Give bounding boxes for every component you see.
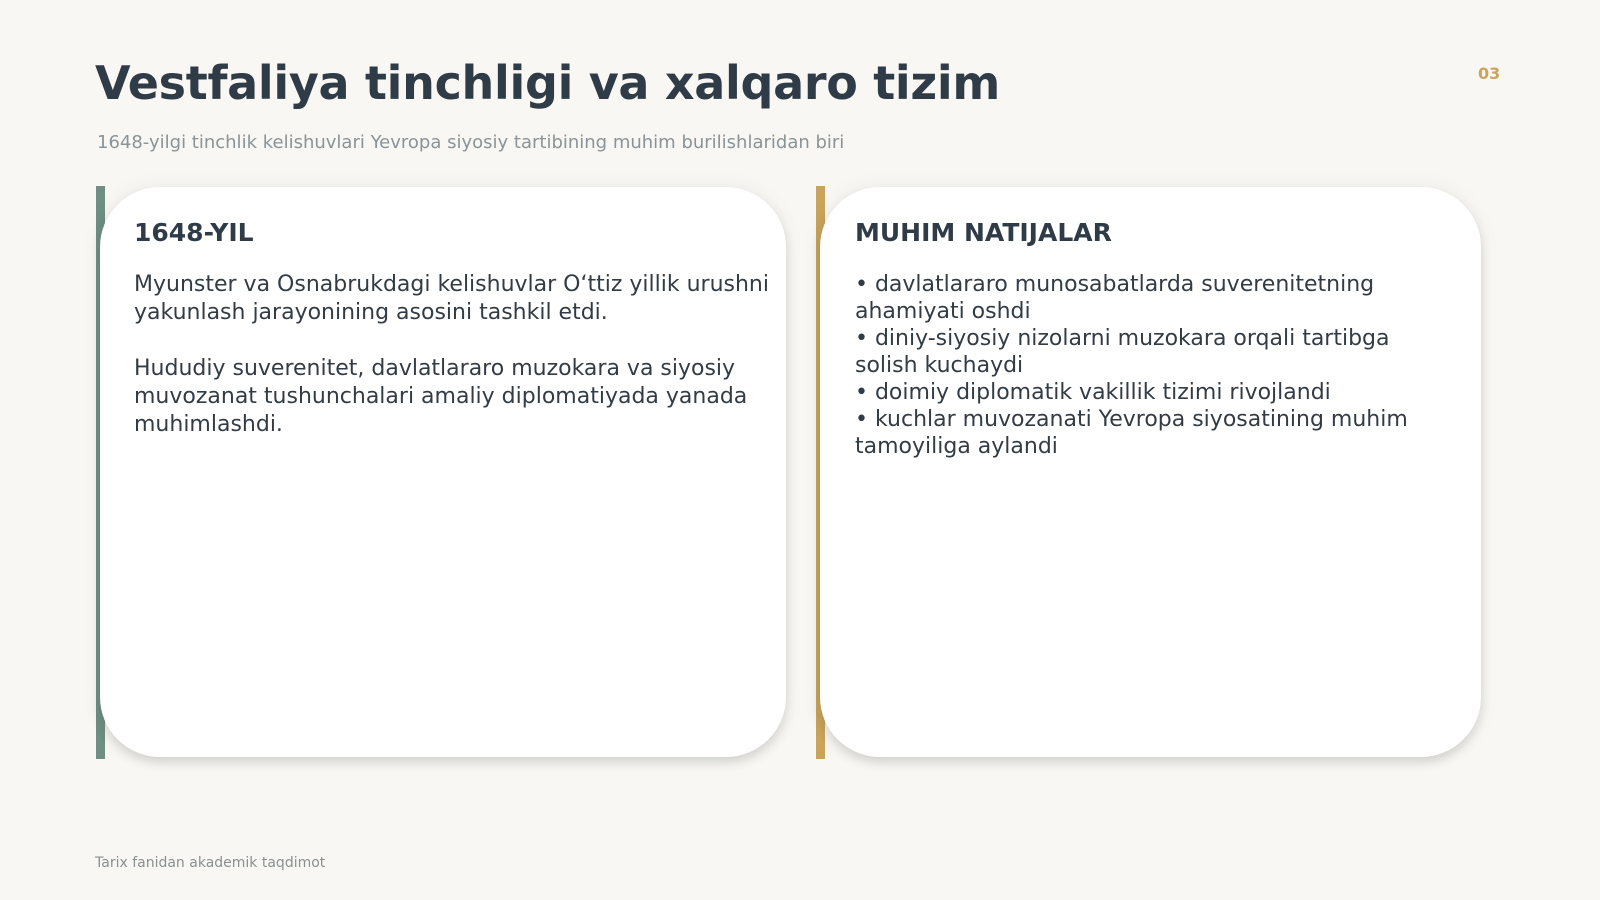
card-1648-paragraph: Hududiy suverenitet, davlatlararo muzokara va siyosiy muvozanat tushunchalari amaliy diplomatiyada yanada muhimlashdi. xyxy=(134,356,748,437)
page-subtitle: 1648-yilgi tinchlik kelishuvlari Yevropa siyosiy tartibining muhim burilishlaridan biri xyxy=(97,132,845,153)
footer-text: Tarix fanidan akademik taqdimot xyxy=(95,855,326,871)
results-list-item: • davlatlararo munosabatlarda suverenitetning ahamiyati oshdi xyxy=(855,272,1375,324)
results-list-item: • kuchlar muvozanati Yevropa siyosatining muhim tamoyiliga aylandi xyxy=(855,407,1408,459)
results-list-item: • doimiy diplomatik vakillik tizimi rivojlandi xyxy=(855,380,1331,405)
page-title: Vestfaliya tinchligi va xalqaro tizim xyxy=(95,56,1000,110)
card-1648-heading: 1648-YIL xyxy=(134,218,254,247)
page-number: 03 xyxy=(1478,64,1501,83)
results-list xyxy=(855,271,1455,460)
card-1648 xyxy=(100,187,786,757)
card-1648-paragraph: Myunster va Osnabrukdagi kelishuvlar O‘ttiz yillik urushni yakunlash jarayonining asosini tashkil etdi. xyxy=(134,272,769,325)
card-key-results-heading: MUHIM NATIJALAR xyxy=(855,218,1112,247)
card-key-results xyxy=(820,187,1481,757)
results-list-item: • diniy-siyosiy nizolarni muzokara orqali tartibga solish kuchaydi xyxy=(855,326,1390,378)
